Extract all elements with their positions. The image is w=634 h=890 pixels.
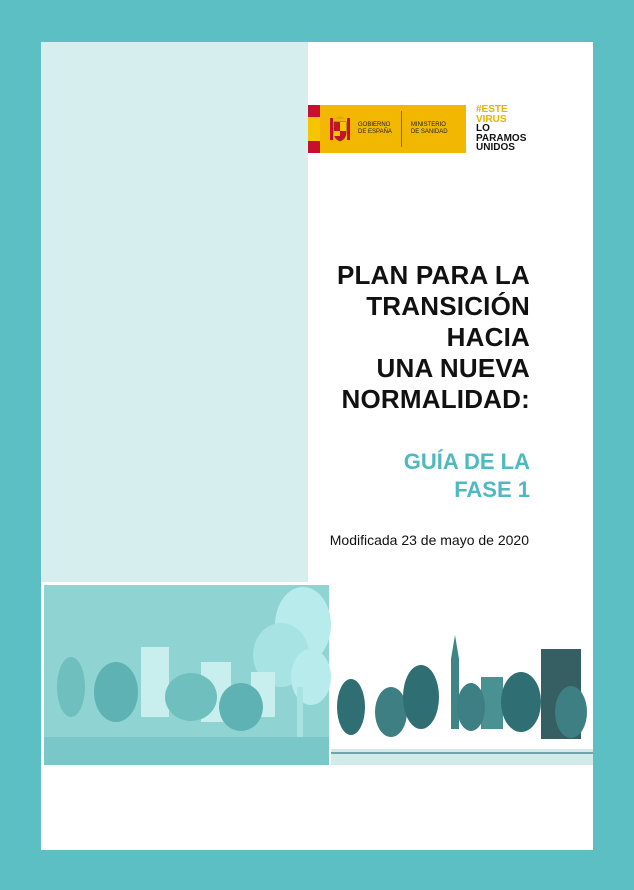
document-subtitle: GUÍA DE LA FASE 1	[403, 449, 530, 502]
government-logo	[308, 105, 526, 153]
left-color-panel	[41, 42, 308, 582]
city-skyline-icon	[41, 577, 593, 767]
modification-date: Modificada 23 de mayo de 2020	[329, 532, 529, 548]
government-name: GOBIERNO DE ESPAÑA	[358, 122, 392, 135]
document-title: PLAN PARA LA TRANSICIÓN HACIA UNA NUEVA NORMALIDAD:	[336, 260, 530, 414]
government-ministry-badge	[320, 105, 466, 153]
coat-of-arms-icon	[328, 114, 352, 144]
spain-flag-strip	[308, 105, 320, 153]
campaign-logo: #ESTE VIRUS LO PARAMOS UNIDOS	[476, 104, 527, 154]
ministry-name: MINISTERIO DE SANIDAD	[410, 122, 448, 135]
cover-sheet	[41, 42, 593, 850]
